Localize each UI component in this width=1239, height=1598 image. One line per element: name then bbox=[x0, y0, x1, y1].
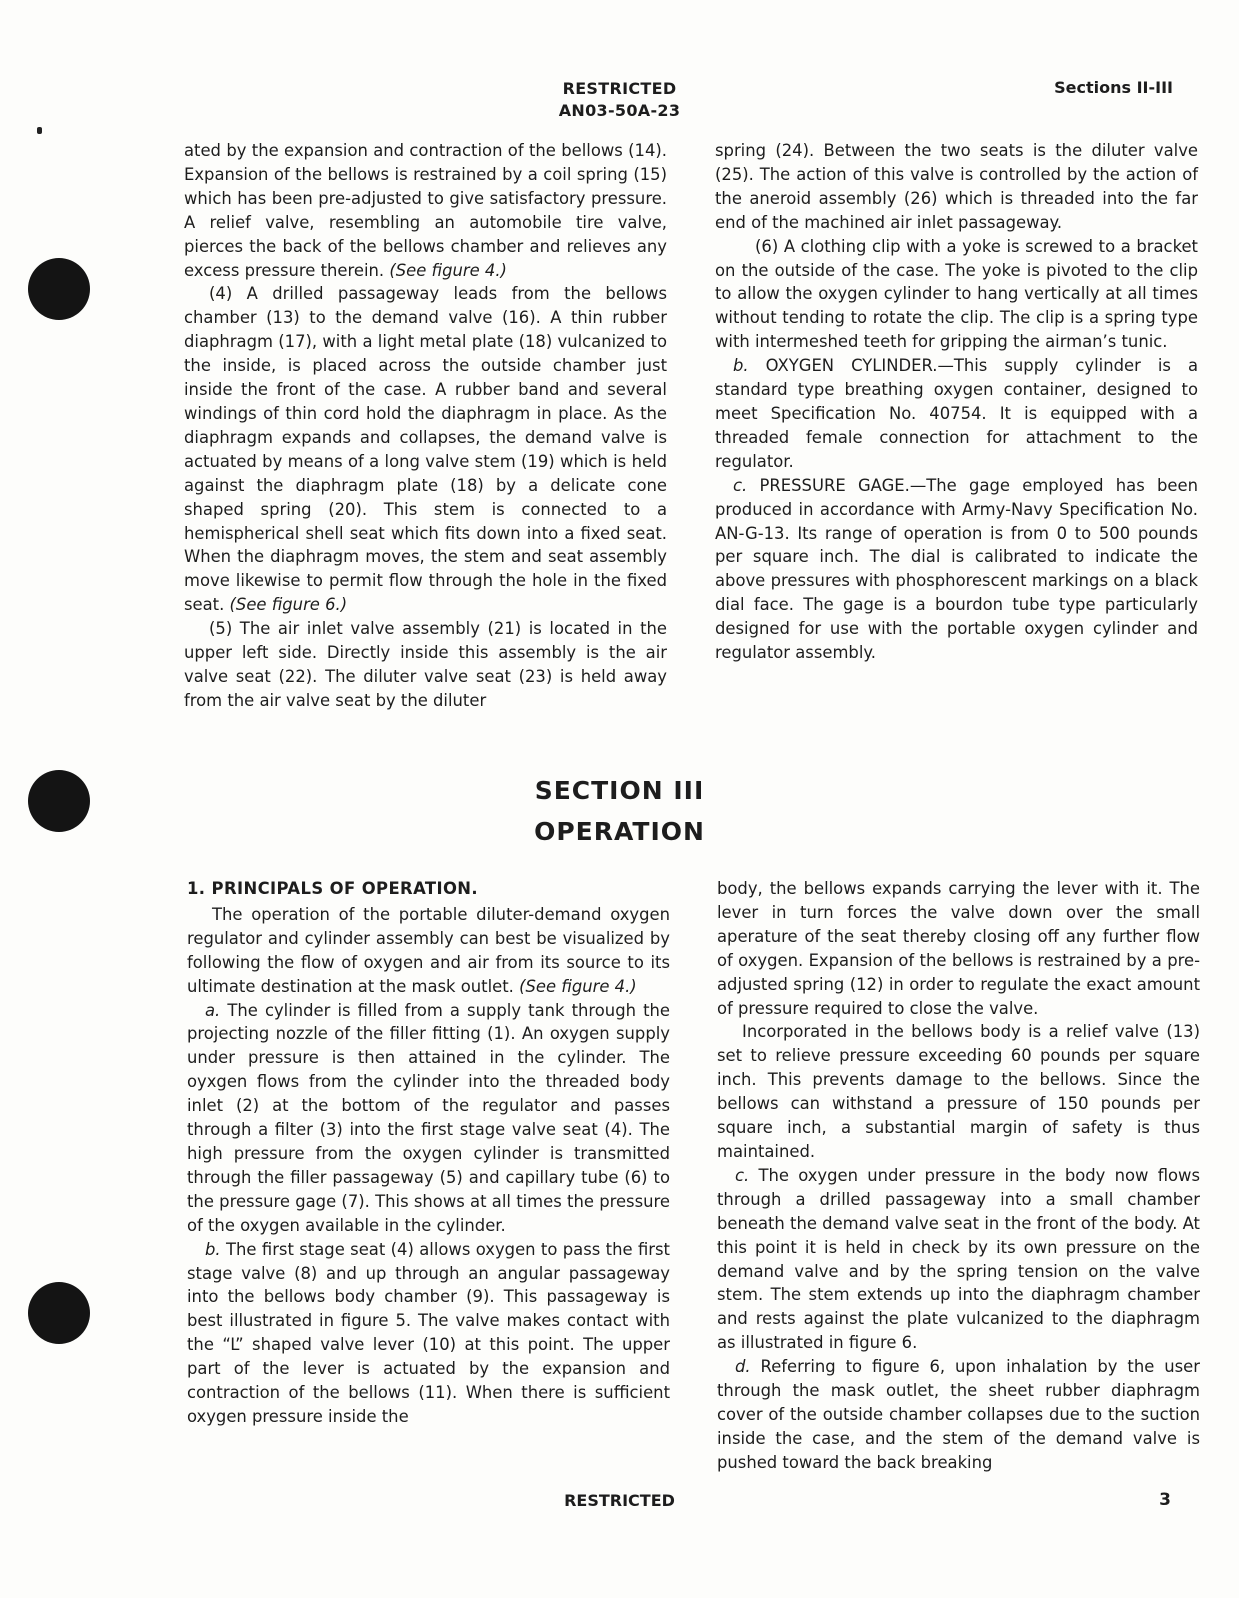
paragraph-text: (5) The air inlet valve assembly (21) is located in the upper left side. Directly inside this assembly is the air valve seat (22). The diluter valve seat (23) is held away from the air valve seat by the diluter bbox=[184, 619, 667, 710]
paragraph-lead: d. bbox=[735, 1357, 751, 1377]
footer-classification: RESTRICTED bbox=[564, 1491, 675, 1510]
paragraph bbox=[715, 139, 1198, 235]
scan-speck bbox=[37, 127, 42, 134]
paragraph-lead: b. bbox=[733, 356, 749, 376]
paragraph-text: ated by the expansion and contraction of the bellows (14). Expansion of the bellows is restrained by a coil spring (15) which has been pre-adjusted to give satisfactory pressure. A relief valve, resembling an automobile tire valve, pierces the back of the bellows chamber and relieves any excess pressure therein. bbox=[184, 141, 667, 280]
paragraph bbox=[184, 617, 667, 713]
paragraph bbox=[184, 282, 667, 617]
subsection-heading: 1. PRINCIPALS OF OPERATION. bbox=[187, 879, 479, 898]
paragraph-text: The first stage seat (4) allows oxygen to pass the first stage valve (8) and up through an angular passageway into the bellows body chamber (9). This passageway is best illustrated in figure 5. The valve makes contact with the “L” shaped valve lever (10) at this point. The upper part of the lever is actuated by the expansion and contraction of the bellows (11). When there is sufficient oxygen pressure inside the bbox=[187, 1239, 670, 1426]
figure-reference: (See figure 6.) bbox=[229, 595, 348, 615]
paragraph bbox=[715, 354, 1198, 474]
page-number: 3 bbox=[1159, 1490, 1171, 1510]
paragraph-text: (4) A drilled passageway leads from the bellows chamber (13) to the demand valve (16). A thin rubber diaphragm (17), with a light metal plate (18) vulcanized to the inside, is placed across the outside chamber just inside the front of the case. A rubber band and several windings of thin cord hold the diaphragm in place. As the diaphragm expands and collapses, the demand valve is actuated by means of a long valve stem (19) which is held against the diaphragm plate (18) by a delicate cone shaped spring (20). This stem is connected to a hemispherical shell seat which fits down into a fixed seat. When the diaphragm moves, the stem and seat assembly move likewise to permit flow through the hole in the fixed seat. bbox=[184, 284, 667, 615]
paragraph bbox=[187, 1238, 670, 1429]
paragraph-text: The operation of the portable diluter-demand oxygen regulator and cylinder assembly can best be visualized by following the flow of oxygen and air from its source to its ultimate destination at the mask outlet. bbox=[187, 904, 670, 996]
paragraph bbox=[717, 1020, 1200, 1163]
bottom-right-column bbox=[717, 877, 1200, 1475]
paragraph bbox=[717, 877, 1200, 1020]
section-title: OPERATION bbox=[534, 817, 705, 846]
paragraph-text: Referring to figure 6, upon inhalation by the user through the mask outlet, the sheet rubber diaphragm cover of the outside chamber collapses due to the suction inside the case, and the stem of the demand valve is pushed toward the back breaking bbox=[717, 1357, 1200, 1472]
paragraph-lead: a. bbox=[205, 1000, 221, 1020]
paragraph-text: body, the bellows expands carrying the lever with it. The lever in turn forces the valve down over the small aperature of the seat thereby closing off any further flow of oxygen. Expansion of the bellows is restrained by a pre-adjusted spring (12) in order to regulate the exact amount of pressure required to close the valve. bbox=[717, 879, 1200, 1018]
header-doc-number: AN03-50A-23 bbox=[558, 101, 681, 120]
paragraph-text: OXYGEN CYLINDER.—This supply cylinder is a standard type breathing oxygen container, designed to meet Specification No. 40754. It is equipped with a threaded female connection for attachment to the regulator. bbox=[715, 356, 1198, 471]
figure-reference: (See figure 4.) bbox=[389, 260, 507, 280]
paragraph bbox=[715, 235, 1198, 355]
paragraph-text: (6) A clothing clip with a yoke is screwed to a bracket on the outside of the case. The yoke is pivoted to the clip to allow the oxygen cylinder to hang vertically at all times without tending to rotate the clip. The clip is a spring type with intermeshed teeth for gripping the airman’s tunic. bbox=[715, 236, 1198, 352]
paragraph bbox=[187, 999, 670, 1238]
top-left-column bbox=[184, 139, 667, 713]
paragraph bbox=[187, 903, 670, 999]
bottom-left-column bbox=[187, 877, 670, 1429]
paragraph bbox=[717, 1355, 1200, 1475]
paragraph-lead: b. bbox=[205, 1239, 221, 1259]
binder-hole-bottom bbox=[28, 1282, 90, 1344]
paragraph-text: The cylinder is filled from a supply tank through the projecting nozzle of the filler fitting (1). An oxygen supply under pressure is then attained in the cylinder. The oyxgen flows from the cylinder into the threaded body inlet (2) at the bottom of the regulator and passes through a filter (3) into the first stage valve seat (4). The high pressure from the oxygen cylinder is transmitted through the filler passageway (5) and capillary tube (6) to the pressure gage (7). This shows at all times the pressure of the oxygen available in the cylinder. bbox=[187, 1000, 670, 1235]
header-classification: RESTRICTED bbox=[562, 79, 677, 98]
figure-reference: (See figure 4.) bbox=[519, 976, 637, 996]
paragraph bbox=[715, 474, 1198, 665]
top-right-column bbox=[715, 139, 1198, 665]
paragraph bbox=[184, 139, 667, 282]
paragraph-lead: c. bbox=[733, 475, 748, 495]
paragraph bbox=[717, 1164, 1200, 1355]
header-sections: Sections II-III bbox=[1054, 78, 1173, 97]
paragraph-text: Incorporated in the bellows body is a relief valve (13) set to relieve pressure exceeding 60 pounds per square inch. This prevents damage to the bellows. Since the bellows can withstand a pressure of 150 pounds per square inch, a substantial margin of safety is thus maintained. bbox=[717, 1022, 1200, 1161]
paragraph-text: The oxygen under pressure in the body now flows through a drilled passageway into a small chamber beneath the demand valve seat in the front of the body. At this point it is held in check by its own pressure on the demand valve and by the spring tension on the valve stem. The stem extends up into the diaphragm chamber and rests against the plate vulcanized to the diaphragm as illustrated in figure 6. bbox=[717, 1165, 1200, 1353]
bottom-left-flow bbox=[187, 903, 670, 1429]
paragraph-text: spring (24). Between the two seats is the diluter valve (25). The action of this valve is controlled by the action of the aneroid assembly (26) which is threaded into the far end of the machined air inlet passageway. bbox=[715, 141, 1198, 232]
binder-hole-top bbox=[28, 258, 90, 320]
paragraph-text: PRESSURE GAGE.—The gage employed has been produced in accordance with Army-Navy Specification No. AN-G-13. Its range of operation is from 0 to 500 pounds per square inch. The dial is calibrated to indicate the above pressures with phosphorescent markings on a black dial face. The gage is a bourdon tube type particularly designed for use with the portable oxygen cylinder and regulator assembly. bbox=[715, 475, 1198, 663]
section-number: SECTION III bbox=[534, 776, 705, 805]
paragraph-lead: c. bbox=[735, 1165, 750, 1185]
